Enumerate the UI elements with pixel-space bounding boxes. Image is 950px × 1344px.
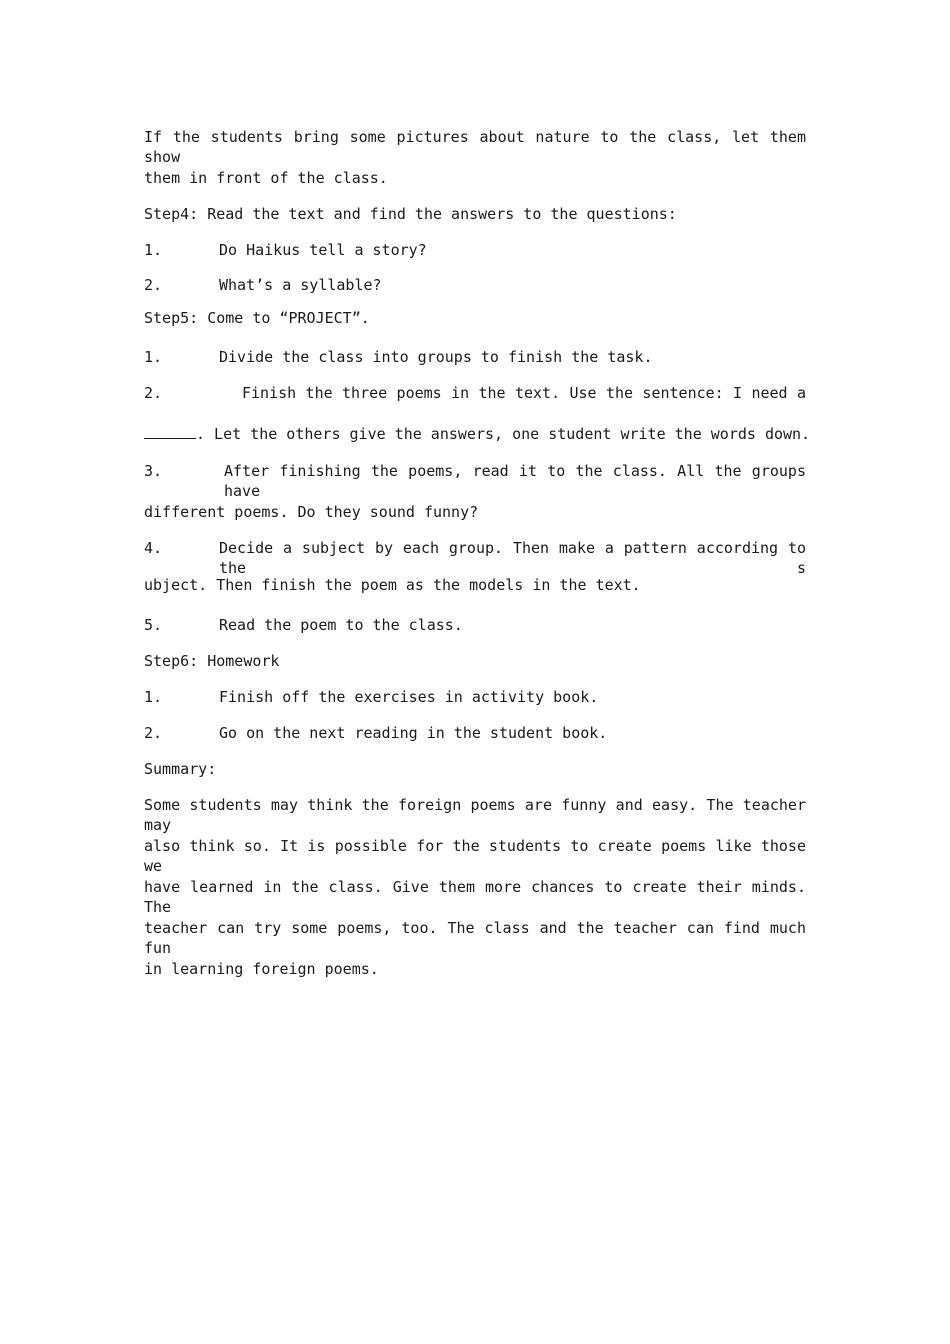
- step6-item-1: [144, 687, 806, 707]
- list-number: 2.: [144, 276, 163, 294]
- list-text: Finish the three poems in the text. Use the sentence: I need a: [242, 384, 806, 402]
- step5-item-1: [144, 347, 806, 367]
- list-text: After finishing the poems, read it to the class. All the groups have: [224, 462, 806, 500]
- step5-item-2: [144, 383, 806, 403]
- summary-line-3: have learned in the class. Give them more chances to create their minds. The: [144, 878, 806, 916]
- list-text: Do Haikus tell a story?: [219, 241, 427, 259]
- intro-line-1: If the students bring some pictures about nature to the class, let them show: [144, 128, 806, 166]
- list-text: Decide a subject by each group. Then make a pattern according to the s: [219, 539, 806, 577]
- summary-heading: Summary:: [144, 760, 217, 778]
- list-text-continued: . Let the others give the answers, one student write the words down.: [196, 425, 811, 443]
- list-text: Finish off the exercises in activity book.: [219, 688, 599, 706]
- intro-line-2: them in front of the class.: [144, 169, 388, 187]
- step6-heading: Step6: Homework: [144, 652, 280, 670]
- step5-heading: Step5: Come to “PROJECT”.: [144, 309, 370, 327]
- list-number: 5.: [144, 616, 163, 634]
- step4-question-1: [144, 240, 806, 260]
- list-number: 4.: [144, 539, 163, 557]
- step4-question-2: [144, 275, 806, 295]
- list-number: 2.: [144, 384, 163, 402]
- step5-item-3-continued: different poems. Do they sound funny?: [144, 503, 479, 521]
- summary-line-2: also think so. It is possible for the students to create poems like those we: [144, 837, 806, 875]
- step6-item-2: [144, 723, 806, 743]
- step4-heading: Step4: Read the text and find the answers to the questions:: [144, 205, 677, 223]
- fill-in-blank: [144, 424, 196, 439]
- list-text: Go on the next reading in the student book.: [219, 724, 608, 742]
- list-number: 1.: [144, 348, 163, 366]
- step5-item-4: [144, 538, 806, 577]
- summary-line-4: teacher can try some poems, too. The class and the teacher can find much fun: [144, 919, 806, 957]
- step5-item-4-continued: ubject. Then finish the poem as the models in the text.: [144, 576, 641, 594]
- step5-item-5: [144, 615, 806, 635]
- list-text: What’s a syllable?: [219, 276, 382, 294]
- summary-line-5: in learning foreign poems.: [144, 960, 379, 978]
- list-number: 1.: [144, 688, 163, 706]
- list-number: 2.: [144, 724, 163, 742]
- list-number: 3.: [144, 462, 163, 480]
- summary-line-1: Some students may think the foreign poems are funny and easy. The teacher may: [144, 796, 806, 834]
- list-text: Divide the class into groups to finish the task.: [219, 348, 653, 366]
- step5-item-3: [144, 461, 806, 500]
- list-text: Read the poem to the class.: [219, 616, 463, 634]
- list-number: 1.: [144, 241, 163, 259]
- step5-item-2-continued: [144, 424, 811, 444]
